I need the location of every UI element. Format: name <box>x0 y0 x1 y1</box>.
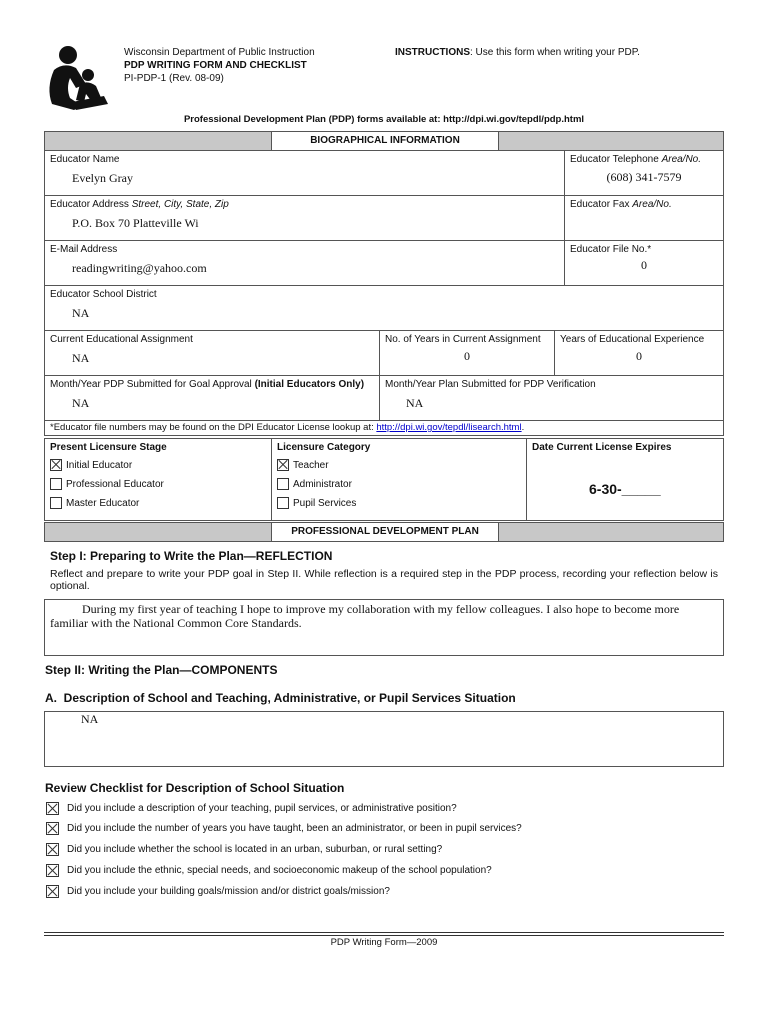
educator-fax-cell[interactable]: Educator Fax Area/No. <box>565 196 724 241</box>
step2-title: Step II: Writing the Plan—COMPONENTS <box>45 663 278 677</box>
school-description-box[interactable] <box>44 711 724 767</box>
email-cell[interactable]: E-Mail Address readingwriting@yahoo.com <box>45 241 565 286</box>
licensure-category-title: Licensure Category <box>277 442 371 453</box>
stage-master[interactable]: Master Educator <box>45 494 271 513</box>
checked-box-icon[interactable] <box>46 822 59 835</box>
section-a-title: A. Description of School and Teaching, Administrative, or Pupil Services Situation <box>45 691 516 705</box>
step1-description: Reflect and prepare to write your PDP goal in Step II. While reflection is a required step in the PDP process, recording your reflection below is optional. <box>50 568 718 592</box>
school-district-value: NA <box>72 306 90 320</box>
agency-name: Wisconsin Department of Public Instruction <box>124 47 315 58</box>
licensure-category-cell <box>272 439 527 521</box>
checked-box-icon[interactable] <box>46 843 59 856</box>
checklist-item[interactable]: Did you include the number of years you have taught, been an administrator, or been in pupil services? <box>46 822 522 835</box>
file-no-value: 0 <box>641 258 647 272</box>
bio-table <box>44 150 724 331</box>
checklist-item[interactable]: Did you include the ethnic, special needs, and socioeconomic makeup of the school population? <box>46 864 492 877</box>
footer-rule <box>44 932 724 936</box>
reflection-box[interactable] <box>44 599 724 656</box>
checked-box-icon[interactable] <box>50 459 62 471</box>
years-assignment-value: 0 <box>464 349 470 363</box>
pdp-section-header: PROFESSIONAL DEVELOPMENT PLAN <box>44 522 724 542</box>
licensure-stage-cell <box>45 439 272 521</box>
school-description-value: NA <box>81 712 99 726</box>
footer-text: PDP Writing Form—2009 <box>330 937 438 948</box>
checkbox-icon[interactable] <box>50 497 62 509</box>
checked-box-icon[interactable] <box>46 802 59 815</box>
checkbox-icon[interactable] <box>277 478 289 490</box>
email-value: readingwriting@yahoo.com <box>72 261 207 275</box>
checklist-item[interactable]: Did you include a description of your teaching, pupil services, or administrative position? <box>46 802 457 815</box>
educator-address-value: P.O. Box 70 Platteville Wi <box>72 216 199 230</box>
educator-phone-cell[interactable]: Educator Telephone Area/No. (608) 341-7579 <box>565 151 724 196</box>
checked-box-icon[interactable] <box>46 885 59 898</box>
years-experience-value: 0 <box>636 349 642 363</box>
checkbox-icon[interactable] <box>277 497 289 509</box>
years-assignment-cell[interactable]: No. of Years in Current Assignment 0 <box>380 331 555 376</box>
educator-phone-value: (608) 341-7579 <box>606 170 682 184</box>
forms-available-note: Professional Development Plan (PDP) forms available at: http://dpi.wi.gov/tepdl/pdp.html <box>183 114 585 125</box>
licensure-stage-title: Present Licensure Stage <box>50 442 167 453</box>
checkbox-icon[interactable] <box>50 478 62 490</box>
educator-name-value: Evelyn Gray <box>72 171 133 185</box>
goal-approval-cell[interactable]: Month/Year PDP Submitted for Goal Approval (Initial Educators Only) NA <box>45 376 380 421</box>
category-teacher[interactable]: Teacher <box>272 456 526 475</box>
step1-title: Step I: Preparing to Write the Plan—REFLECTION <box>50 549 333 563</box>
license-expires-cell[interactable] <box>527 439 724 521</box>
checked-box-icon[interactable] <box>46 864 59 877</box>
instructions: INSTRUCTIONS: Use this form when writing your PDP. <box>395 47 640 58</box>
educator-address-cell[interactable]: Educator Address Street, City, State, Zip P.O. Box 70 Platteville Wi <box>45 196 565 241</box>
lookup-note: *Educator file numbers may be found on the DPI Educator License lookup at: http://dpi.wi.gov/tepdl/lisearch.html. <box>45 421 724 436</box>
license-expires-value: 6-30-_____ <box>589 481 661 497</box>
category-administrator[interactable]: Administrator <box>272 475 526 494</box>
checklist-item[interactable]: Did you include your building goals/mission and/or district goals/mission? <box>46 885 390 898</box>
school-district-cell[interactable]: Educator School District NA <box>45 286 724 331</box>
stage-initial[interactable]: Initial Educator <box>45 456 271 475</box>
assignment-cell[interactable]: Current Educational Assignment NA <box>45 331 380 376</box>
assignment-table <box>44 330 724 436</box>
reflection-text: During my first year of teaching I hope to improve my collaboration with my fellow colleagues. I also hope to become more familiar with the National Common Core Standards. <box>50 602 680 630</box>
stage-professional[interactable]: Professional Educator <box>45 475 271 494</box>
checklist-item[interactable]: Did you include whether the school is located in an urban, suburban, or rural setting? <box>46 843 442 856</box>
assignment-value: NA <box>72 351 90 365</box>
license-expires-title: Date Current License Expires <box>532 442 672 453</box>
verification-cell[interactable]: Month/Year Plan Submitted for PDP Verification NA <box>380 376 724 421</box>
goal-approval-value: NA <box>72 396 90 410</box>
years-experience-cell[interactable]: Years of Educational Experience 0 <box>555 331 724 376</box>
form-id: PI-PDP-1 (Rev. 08-09) <box>124 73 224 84</box>
lisearch-link[interactable]: http://dpi.wi.gov/tepdl/lisearch.html <box>376 422 522 433</box>
bio-section-header: BIOGRAPHICAL INFORMATION <box>44 131 724 151</box>
category-pupil-services[interactable]: Pupil Services <box>272 494 526 513</box>
dpi-logo <box>46 44 112 112</box>
checked-box-icon[interactable] <box>277 459 289 471</box>
parent-child-reading-icon <box>46 44 112 112</box>
checklist-title: Review Checklist for Description of School Situation <box>45 781 345 795</box>
form-title: PDP WRITING FORM AND CHECKLIST <box>124 60 307 71</box>
license-table <box>44 438 724 521</box>
verification-value: NA <box>406 396 424 410</box>
file-no-cell[interactable]: Educator File No.* 0 <box>565 241 724 286</box>
educator-name-cell[interactable]: Educator Name Evelyn Gray <box>45 151 565 196</box>
